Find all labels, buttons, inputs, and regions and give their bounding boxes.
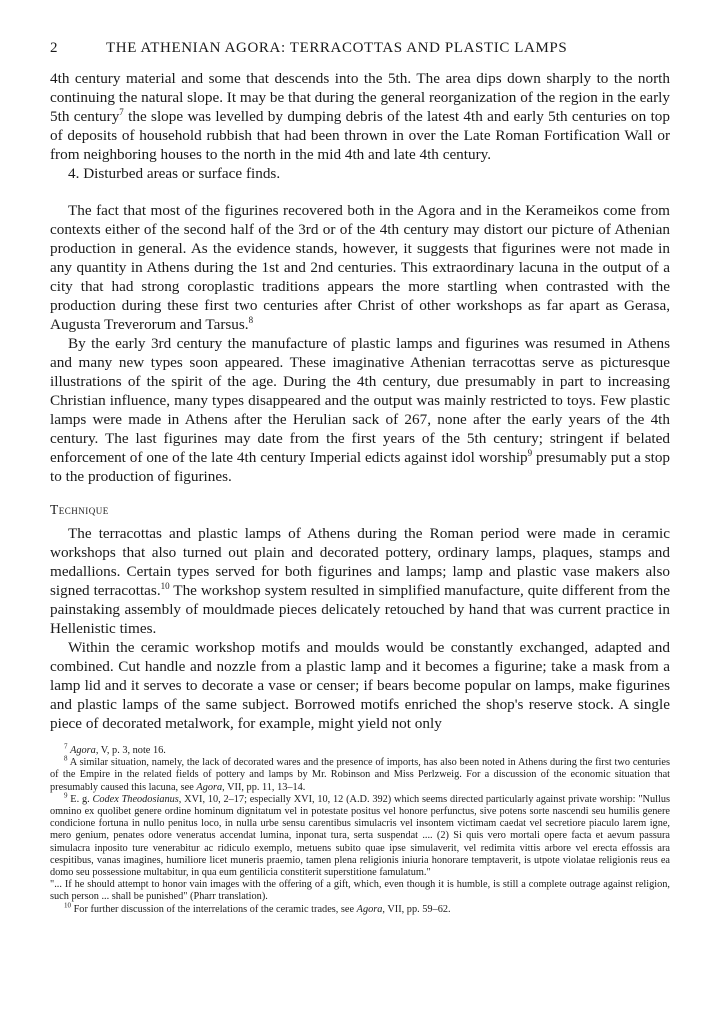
section-heading: Technique bbox=[50, 502, 109, 517]
paragraph: 4th century material and some that descends into the 5th. The area dips down sharply to the north continuing the natural slope. It may be that during the general reorganization of the region in the early 5th century$^7$ the slope was levelled by dumping debris of the latest 4th and early 5th centuries on top of deposits of household rubbish that had been thrown in over the Late Roman Fortification Wall or from neighboring houses to the north in the mid 4th and late 4th century. bbox=[50, 70, 670, 163]
body-text bbox=[50, 69, 670, 733]
footnote-ref: 9 bbox=[527, 447, 533, 458]
footnotes bbox=[50, 742, 670, 916]
footnote: $^7$ Agora, V, p. 3, note 16. bbox=[64, 742, 166, 756]
paragraph: The terracottas and plastic lamps of Athens during the Roman period were made in ceramic workshops that also turned out plain and decorated pottery, ordinary lamps, plaques, stamps and medallions. Certain types served for both figurines and lamps; lamp and plastic vase makers also signed terracottas.$^{10}$ The workshop system resulted in simplified manufacture, quite different from the painstaking assembly of mouldmade pieces delicately retouched by hand that was current practice in Hellenistic times. bbox=[50, 525, 670, 637]
footnote-ref: 8 bbox=[248, 314, 254, 325]
running-header bbox=[50, 40, 670, 57]
footnote-continuation: "... If he should attempt to honor vain images with the offering of a gift, which, even though it is humble, is still a complete outrage against religion, such person ... shall be punished" (Pharr translation). bbox=[50, 879, 670, 903]
list-item: 4. Disturbed areas or surface finds. bbox=[68, 165, 281, 182]
footnote: $^9$ E. g. Codex Theodosianus, XVI, 10, 2–17; especially XVI, 10, 12 (A.D. 392) which seems directed particularly against private worship: "Nullus omnino ex quolibet genere ordine hominum dignitatum vel in potestate positus vel honore perfunctus, sive potens sorte nascendi seu humilis genere condicione fortuna in nullo penitus loco, in nulla urbe sensu carentibus simulacris vel insontem victimam caedat vel secretiore piaculo larem igne, mero genium, penates odore veneratus accendat lumina, inponat tura, serta suspendat .... (2) Si quis vero mortali opere facta et aevum passura simulacra inposito ture venerabitur ac ridiculo exemplo, metuens subito quae ipse simulaverit, vel redimita vittis arbore vel erecta effossis ara cespitibus, vanas imagines, humiliore licet muneris praemio, tamen plena religionis iniuria honorare temptaverit, is utpote violatae religionis reus ea domo seu possessione multabitur, in qua eum gentilicia constiterit superstitione famulatum." bbox=[50, 791, 670, 879]
paragraph: Within the ceramic workshop motifs and moulds would be constantly exchanged, adapted and combined. Cut handle and nozzle from a plastic lamp and it becomes a figurine; take a mask from a lamp lid and it serves to decorate a vase or censer; if bears become popular on lamps, make figurines and plastic lamps of the same subject. Borrowed motifs enriched the shop's reserve stock. A single piece of decorated metalwork, for example, might yield not only bbox=[50, 639, 670, 732]
page-number: 2 bbox=[50, 40, 59, 56]
footnote-ref: 10 bbox=[160, 580, 170, 591]
footnote: $^8$ A similar situation, namely, the lack of decorated wares and the presence of imports, has also been noted in Athens during the first two centuries of the Empire in the related fields of pottery and lamps by Mr. Robinson and Miss Perlzweig. For a discussion of the economic situation that presumably caused this lacuna, see Agora, VII, pp. 11, 13–14. bbox=[50, 754, 670, 793]
footnote-ref: 7 bbox=[119, 106, 124, 117]
document-page bbox=[50, 40, 670, 916]
running-title: THE ATHENIAN AGORA: TERRACOTTAS AND PLASTIC LAMPS bbox=[106, 40, 568, 56]
footnote: $^{10}$ For further discussion of the interrelations of the ceramic trades, see Agora, VII, pp. 59–62. bbox=[64, 901, 451, 915]
paragraph: By the early 3rd century the manufacture of plastic lamps and figurines was resumed in Athens and many new types soon appeared. These imaginative Athenian terracottas serve as picturesque illustrations of the spirit of the age. During the 4th century, due presumably in part to increasing Christian influence, many types disappeared and the output was mainly restricted to toys. Few plastic lamps were made in Athens after the Herulian sack of 267, none after the early years of the 4th century. The last figurines may date from the first years of the 5th century; stringent if belated enforcement of one of the late 4th century Imperial edicts against idol worship$^9$ presumably put a stop to the production of figurines. bbox=[50, 335, 671, 485]
paragraph: The fact that most of the figurines recovered both in the Agora and in the Kerameikos come from contexts either of the second half of the 3rd or of the 4th century may distort our picture of Athenian production in general. As the evidence stands, however, it suggests that figurines were not made in any quantity in Athens during the 1st and 2nd centuries. This extraordinary lacuna in the output of a city that had strong coroplastic traditions appears the more startling when contrasted with the production during these first two centuries after Christ of other workshops as far apart as Gerasa, Augusta Treverorum and Tarsus.$^8$ bbox=[50, 202, 670, 333]
